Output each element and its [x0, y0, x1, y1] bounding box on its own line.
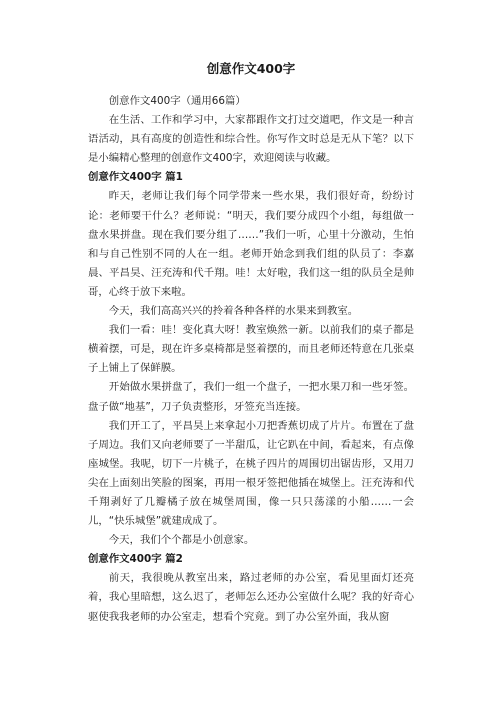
section-2	[88, 550, 414, 626]
body-paragraph: 今天，我们个个都是小创意家。	[108, 534, 255, 547]
intro-paragraph: 在生活、工作和学习中，大家都跟作文打过交道吧，作文是一种言语活动，具有高度的创造性和综合性。你写作文时总是无从下笔？以下是小编精心整理的创意作文400字，欢迎阅读与收藏。	[88, 114, 414, 165]
body-paragraph: 我们一看：哇！变化真大呀！教室焕然一新。以前我们的桌子都是横着摆，可是，现在许多桌椅都是竖着摆的，而且老师还特意在几张桌子上铺上了保鲜膜。	[88, 324, 414, 375]
body-paragraph: 前天，我很晚从教室出来，路过老师的办公室，看见里面灯还亮着，我心里暗想，这么迟了，老师怎么还办公室做什么呢？我的好奇心驱使我我老师的办公室走，想看个究竟。到了办公室外面，我从窗	[88, 572, 414, 623]
body-paragraph: 昨天，老师让我们每个同学带来一些水果，我们很好奇，纷纷讨论：老师要干什么？老师说：“明天，我们要分成四个小组，每组做一盘水果拼盘。现在我们要分组了……”我们一听，心里十分激动，生怕和与自己性别不同的人在一组。老师开始念到我们组的队员了：李嘉晨、平昌昊、汪充涛和代千翔。哇！太好啦，我们这一组的队员全是帅哥，心终于放下来啦。	[88, 190, 414, 298]
document-title: 创意作文400字	[206, 61, 296, 76]
section-heading: 创意作文400字 篇2	[88, 553, 183, 566]
intro-subtitle: 创意作文400字（通用66篇）	[108, 95, 246, 107]
section-1	[88, 168, 414, 550]
body-paragraph: 今天，我们高高兴兴的拎着各种各样的水果来到教室。	[108, 305, 359, 318]
body-paragraph: 我们开工了，平昌昊上来拿起小刀把香蕉切成了片片。布置在了盘子周边。我们又向老师要了一半甜瓜，让它趴在中间，看起来，有点像座城堡。我呢，切下一片桃子，在桃子四片的周围切出锯齿形，又用刀尖在上面刻出笑脸的图案，再用一根牙签把他插在城堡上。汪充涛和代千翔剥好了几瓣橘子放在城堡周围，像一只只荡漾的小船……一会儿，“快乐城堡”就建成成了。	[88, 419, 414, 528]
body-paragraph: 开始做水果拼盘了，我们一组一个盘子，一把水果刀和一些牙签。盘子做“地基”，刀子负责整形，牙签充当连接。	[88, 381, 414, 413]
section-heading: 创意作文400字 篇1	[88, 171, 183, 184]
